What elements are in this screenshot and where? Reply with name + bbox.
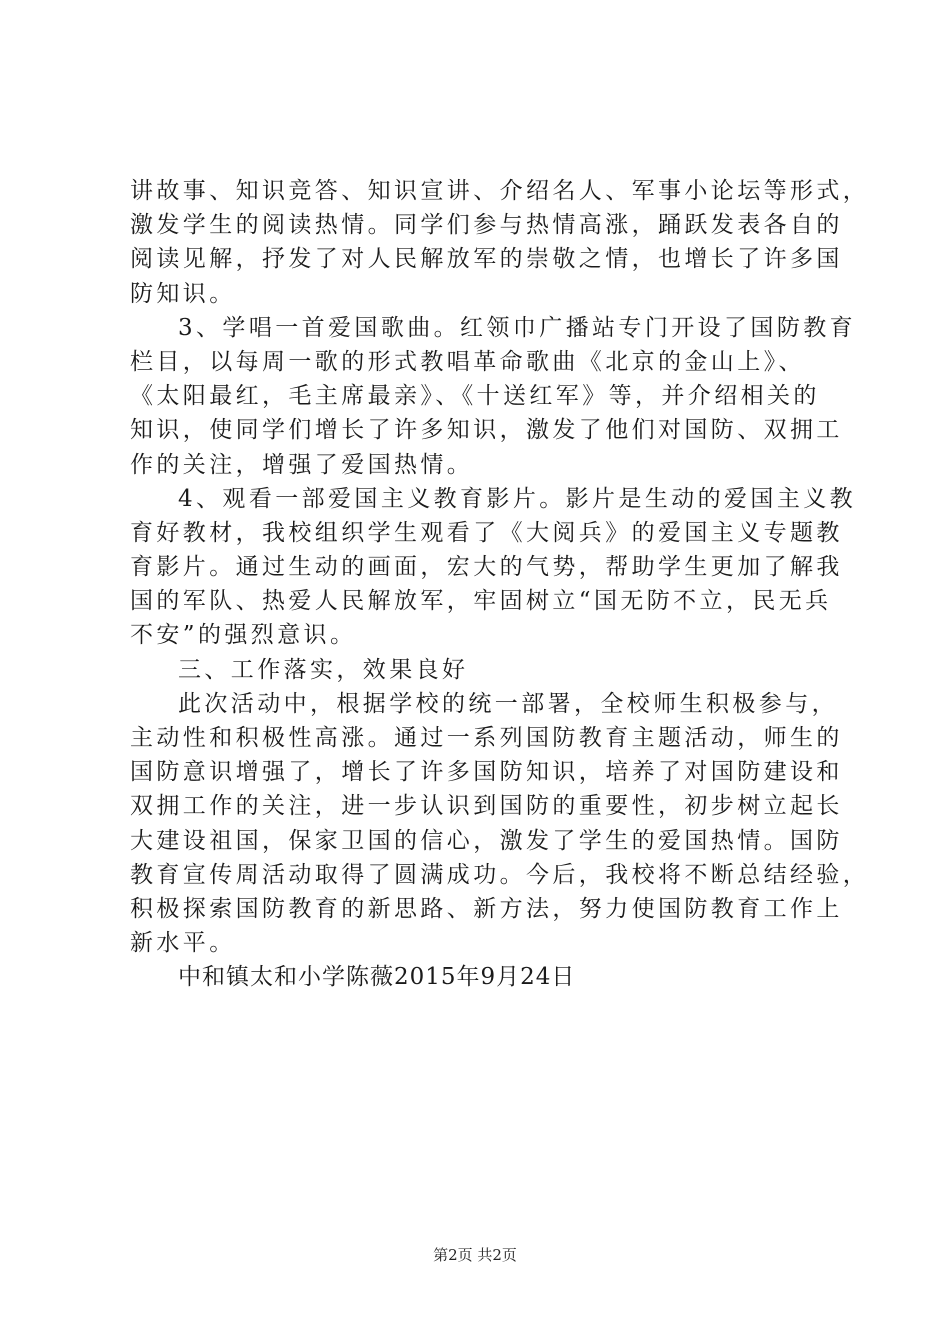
text-line: 主动性和积极性高涨。通过一系列国防教育主题活动，师生的 — [130, 725, 843, 751]
section-heading: 三、工作落实，效果良好 — [178, 656, 469, 683]
paragraph-song-start: 3、学唱一首爱国歌曲。红领巾广播站专门开设了国防教育 — [178, 314, 857, 341]
signature-line: 中和镇太和小学陈薇2015年9月24日 — [178, 964, 576, 991]
text-line: 新水平。 — [130, 930, 236, 957]
text-line: 积极探索国防教育的新思路、新方法，努力使国防教育工作上 — [130, 895, 843, 922]
paragraph-summary-start: 此次活动中，根据学校的统一部署，全校师生积极参与， — [178, 690, 838, 717]
text-line: 国防意识增强了，增长了许多国防知识，培养了对国防建设和 — [130, 759, 843, 786]
text-line: 防知识。 — [130, 280, 236, 307]
text-line: 《太阳最红，毛主席最亲》、《十送红军》等，并介绍相关的 — [130, 383, 820, 410]
text-line: 知识，使同学们增长了许多知识，激发了他们对国防、双拥工 — [130, 417, 843, 444]
text-line: 大建设祖国，保家卫国的信心，激发了学生的爱国热情。国防 — [130, 827, 843, 854]
text-line: 阅读见解，抒发了对人民解放军的崇敬之情，也增长了许多国 — [130, 246, 843, 273]
text-line: 育影片。通过生动的画面，宏大的气势，帮助学生更加了解我 — [130, 554, 843, 581]
text-line: 作的关注，增强了爱国热情。 — [130, 451, 474, 478]
text-line: 不安”的强烈意识。 — [130, 622, 357, 649]
text-line: 国的军队、热爱人民解放军，牢固树立“国无防不立，民无兵 — [130, 588, 832, 615]
text-line: 教育宣传周活动取得了圆满成功。今后，我校将不断总结经验， — [130, 861, 870, 888]
page-footer: 第2页 共2页 — [433, 1246, 517, 1264]
text-line: 讲故事、知识竞答、知识宣讲、介绍名人、军事小论坛等形式， — [130, 178, 870, 204]
text-line: 栏目，以每周一歌的形式教唱革命歌曲《北京的金山上》、 — [130, 348, 805, 375]
text-line: 双拥工作的关注，进一步认识到国防的重要性，初步树立起长 — [130, 793, 843, 820]
document-body — [130, 174, 870, 995]
text-line: 育好教材，我校组织学生观看了《大阅兵》的爱国主义专题教 — [130, 519, 843, 546]
paragraph-film-start: 4、观看一部爱国主义教育影片。影片是生动的爱国主义教 — [178, 485, 857, 512]
text-line: 激发学生的阅读热情。同学们参与热情高涨，踊跃发表各自的 — [130, 212, 843, 239]
